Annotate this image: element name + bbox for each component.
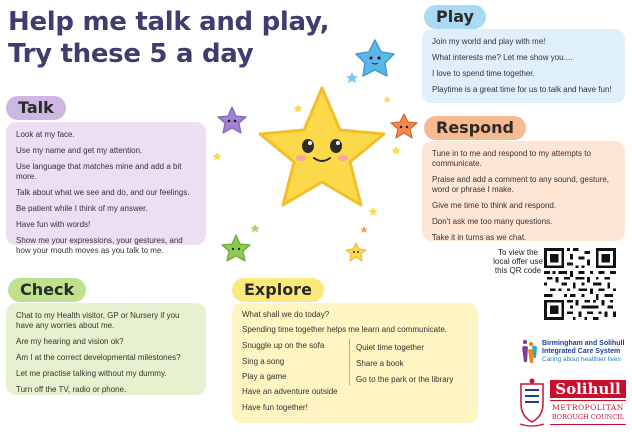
talk-item: Show me your expressions, your gestures, and how your mouth moves as you talk to me. — [16, 236, 183, 255]
check-item: Chat to my Health visitor, GP or Nursery if you have any worries about me. — [16, 311, 180, 330]
explore-item: Have an adventure outside — [242, 387, 338, 396]
explore-item: Have fun together! — [242, 403, 308, 412]
council-logo — [517, 378, 627, 430]
play-heading: Play — [424, 5, 486, 29]
title-line-2: Try these 5 a day — [8, 39, 254, 69]
respond-item: Praise and add a comment to any sound, gesture, word or phrase I make. — [432, 175, 609, 194]
talk-item: Be patient while I think of my answer. — [16, 204, 148, 213]
explore-divider — [349, 339, 350, 385]
respond-panel — [422, 141, 625, 241]
council-line-2: METROPOLITAN — [552, 403, 624, 412]
explore-item: Spending time together helps me learn and communicate. — [242, 325, 448, 334]
main-star-icon — [260, 88, 384, 205]
explore-item: Sing a song — [242, 357, 285, 366]
orange-star-icon — [391, 114, 417, 138]
icb-line-1: Birmingham and Solihull — [542, 340, 625, 347]
play-item: Join my world and play with me! — [432, 37, 546, 46]
purple-star-icon — [218, 107, 246, 133]
play-item: Playtime is a great time for us to talk and have fun! — [432, 85, 612, 94]
council-rule — [550, 424, 626, 425]
title-line-1: Help me talk and play, — [8, 7, 330, 37]
check-item: Turn off the TV, radio or phone. — [16, 385, 127, 394]
talk-item: Have fun with words! — [16, 220, 91, 229]
council-rule — [550, 400, 626, 401]
icb-line-2: Integrated Care System — [542, 348, 621, 355]
talk-item: Use language that matches mine and add a bit more. — [16, 162, 182, 181]
green-star-icon — [222, 235, 250, 261]
check-heading: Check — [8, 278, 86, 302]
talk-item: Use my name and get my attention. — [16, 146, 143, 155]
explore-item: Snuggle up on the sofa — [242, 341, 325, 350]
respond-heading: Respond — [424, 116, 526, 140]
talk-item: Talk about what we see and do, and our feelings. — [16, 188, 190, 197]
explore-item-col2: Quiet time together — [356, 343, 425, 352]
check-item: Let me practise talking without my dummy. — [16, 369, 167, 378]
qr-code-icon[interactable] — [544, 248, 616, 320]
check-item: Are my hearing and vision ok? — [16, 337, 124, 346]
page-title — [8, 6, 329, 70]
talk-heading: Talk — [6, 96, 66, 120]
respond-item: Don't ask me too many questions. — [432, 217, 553, 226]
respond-item: Tune in to me and respond to my attempts to communicate. — [432, 149, 591, 168]
respond-item: Give me time to think and respond. — [432, 201, 557, 210]
council-name: Solihull — [550, 380, 626, 398]
explore-heading: Explore — [232, 278, 324, 302]
explore-item-col2: Go to the park or the library — [356, 375, 454, 384]
explore-item-col2: Share a book — [356, 359, 404, 368]
play-panel — [422, 29, 625, 103]
explore-item: What shall we do today? — [242, 310, 330, 319]
icb-people-icon — [520, 338, 538, 364]
play-item: What interests me? Let me show you.... — [432, 53, 573, 62]
explore-item: Play a game — [242, 372, 287, 381]
council-crest-icon — [517, 378, 547, 428]
check-item: Am I at the correct developmental milestones? — [16, 353, 181, 362]
qr-caption: To view the local offer use this QR code — [493, 248, 543, 275]
play-item: I love to spend time together. — [432, 69, 535, 78]
talk-item: Look at my face. — [16, 130, 75, 139]
small-yellow-star-icon — [346, 243, 366, 261]
talk-panel — [6, 122, 206, 255]
icb-logo — [520, 338, 628, 366]
explore-panel — [232, 303, 478, 423]
blue-star-icon — [356, 40, 394, 76]
council-line-3: BOROUGH COUNCIL — [551, 413, 625, 421]
tiny-stars-icon — [213, 72, 401, 233]
check-panel — [6, 303, 206, 395]
icb-line-3: Caring about healthier lives — [542, 356, 621, 363]
respond-item: Take it in turns as we chat. — [432, 233, 527, 242]
